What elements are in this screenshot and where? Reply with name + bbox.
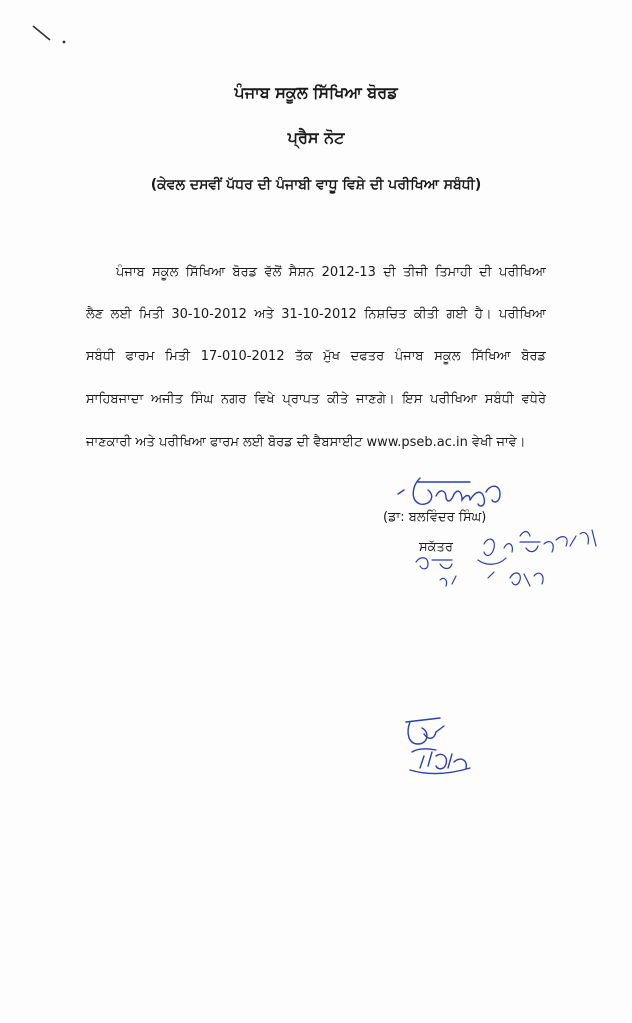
heading-press-note: ਪ੍ਰੈਸ ਨੋਟ [287, 128, 345, 147]
body-line: ਸਾਹਿਬਜਾਦਾ ਅਜੀਤ ਸਿੰਘ ਨਗਰ ਵਿਖੇ ਪ੍ਰਾਪਤ ਕੀਤੇ ਜਾਣਗੇ। ਇਸ ਪਰੀਖਿਆ ਸਬੰਧੀ ਵਧੇਰੇ [86, 392, 546, 407]
body-line: ਪੰਜਾਬ ਸਕੂਲ ਸਿੱਖਿਆ ਬੋਰਡ ਵੱਲੋਂ ਸੈਸ਼ਨ 2012-13 ਦੀ ਤੀਜੀ ਤਿਮਾਹੀ ਦੀ ਪਰੀਖਿਆ [116, 265, 546, 280]
heading-board: ਪੰਜਾਬ ਸਕੂਲ ਸਿੱਖਿਆ ਬੋਰਡ [234, 83, 398, 102]
handwritten-signature [398, 478, 500, 506]
heading-subject: (ਕੇਵਲ ਦਸਵੀਂ ਪੱਧਰ ਦੀ ਪੰਜਾਬੀ ਵਾਧੂ ਵਿਸ਼ੇ ਦੀ ਪਰੀਖਿਆ ਸਬੰਧੀ) [150, 177, 482, 193]
signatory-designation: ਸਕੱਤਰ [419, 540, 453, 555]
body-line: ਲੈਣ ਲਈ ਮਿਤੀ 30-10-2012 ਅਤੇ 31-10-2012 ਨਿਸ਼ਚਿਤ ਕੀਤੀ ਗਈ ਹੈ। ਪਰੀਖਿਆ [86, 307, 546, 322]
body-line: ਜਾਣਕਾਰੀ ਅਤੇ ਪਰੀਖਿਆ ਫਾਰਮ ਲਈ ਬੋਰਡ ਦੀ ਵੈਬਸਾਈਟ www.pseb.ac.in ਵੇਖੀ ਜਾਵੇ। [86, 435, 526, 450]
handwritten-annotation [416, 530, 596, 586]
body-line: ਸਬੰਧੀ ਫਾਰਮ ਮਿਤੀ 17-010-2012 ਤੱਕ ਮੁੱਖ ਦਫਤਰ ਪੰਜਾਬ ਸਕੂਲ ਸਿੱਖਿਆ ਬੋਰਡ [86, 349, 546, 364]
signatory-name: (ਡਾ: ਬਲਵਿੰਦਰ ਸਿੰਘ) [383, 510, 487, 525]
handwritten-initials [406, 718, 470, 774]
